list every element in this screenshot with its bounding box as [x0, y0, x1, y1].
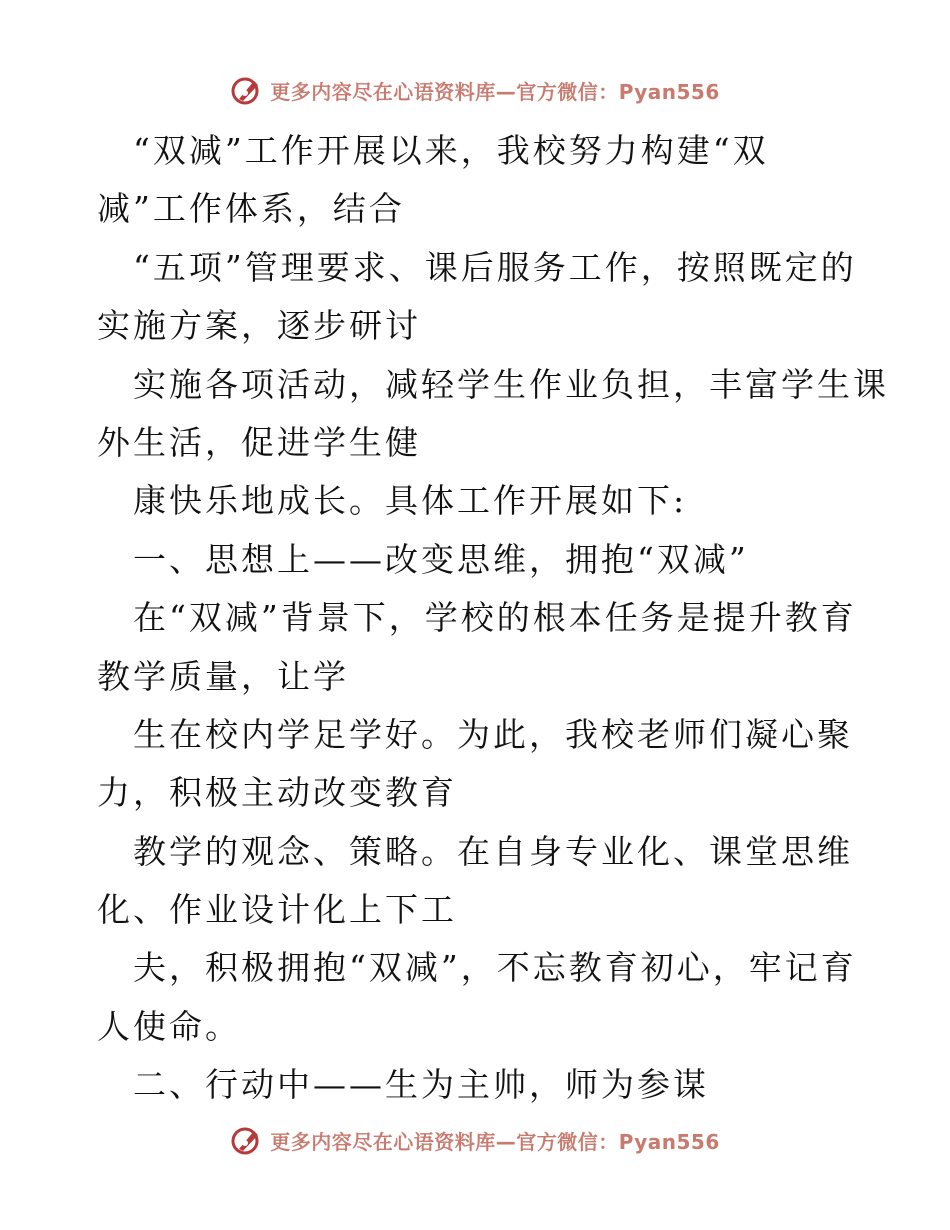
watermark-text: 更多内容尽在心语资料库—官方微信：Pyan556: [270, 79, 720, 104]
text-line: 实施各项活动，减轻学生作业负担，丰富学生课: [133, 364, 889, 404]
text-line: 在“双减”背景下，学校的根本任务是提升教育: [133, 598, 857, 638]
watermark-text: 更多内容尽在心语资料库—官方微信：Pyan556: [270, 1129, 720, 1154]
text-line: 实施方案，逐步研讨: [97, 306, 421, 346]
text-line: 生在校内学足学好。为此，我校老师们凝心聚: [133, 714, 853, 754]
pen-nib-logo-icon: [230, 73, 264, 107]
document-body: [97, 122, 889, 1115]
text-line: 化、作业设计化上下工: [97, 890, 457, 930]
text-line: “五项”管理要求、课后服务工作，按照既定的: [133, 247, 857, 287]
text-line: 人使命。: [97, 1006, 241, 1046]
text-line: 康快乐地成长。具体工作开展如下:: [133, 481, 688, 521]
text-line: 外生活，促进学生健: [97, 422, 421, 462]
text-line: 夫，积极拥抱“双减”，不忘教育初心，牢记育: [133, 948, 857, 988]
text-line: 二、行动中——生为主帅，师为参谋: [133, 1065, 709, 1105]
pen-nib-logo-icon: [230, 1123, 264, 1157]
text-line: 教学的观念、策略。在自身专业化、课堂思维: [133, 831, 853, 871]
text-line: 减”工作体系，结合: [97, 189, 405, 229]
watermark-banner-top: [0, 70, 950, 110]
text-line: 力，积极主动改变教育: [97, 773, 457, 813]
text-line: 教学质量，让学: [97, 656, 349, 696]
watermark-banner-bottom: [0, 1120, 950, 1160]
text-line: “双减”工作开展以来，我校努力构建“双: [133, 131, 769, 170]
text-line: 一、思想上——改变思维，拥抱“双减”: [133, 539, 749, 579]
